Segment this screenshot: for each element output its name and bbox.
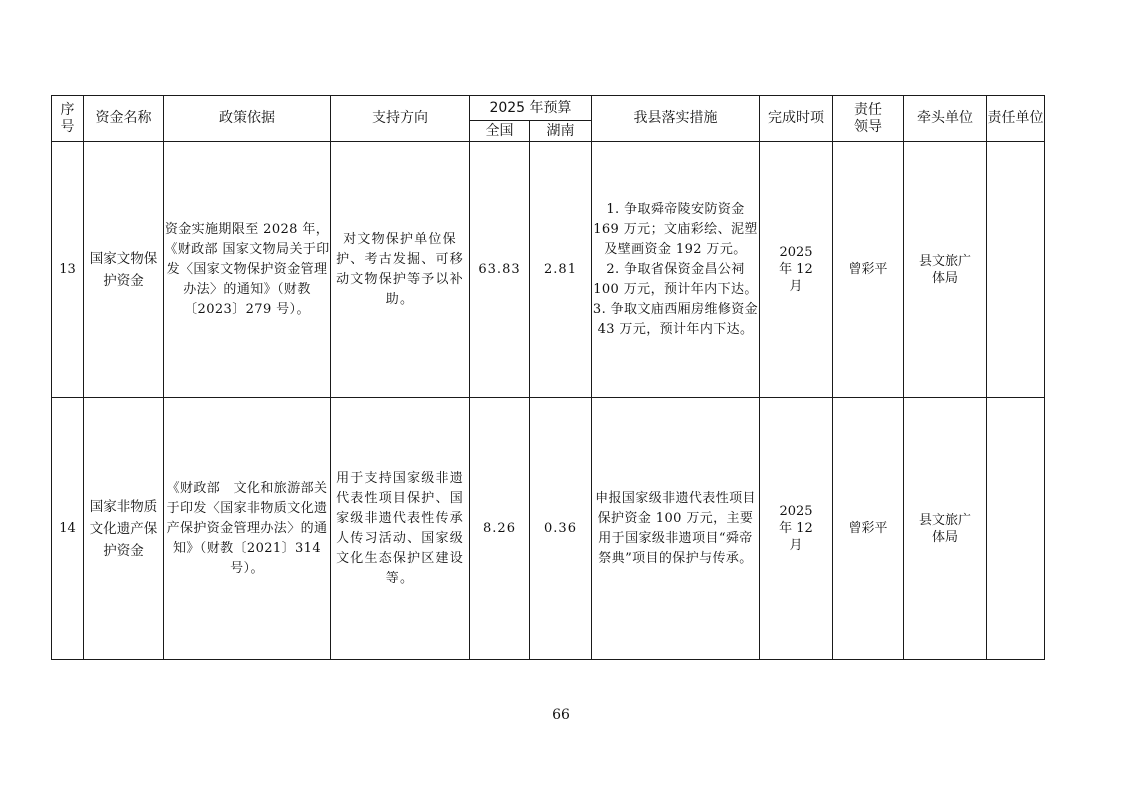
- header-completion-time: 完成时项: [760, 96, 833, 142]
- cell-seq: 14: [52, 398, 84, 660]
- header-budget-hunan: 湖南: [530, 121, 592, 142]
- header-responsible-unit: 责任单位: [987, 96, 1045, 142]
- measure-item: 3. 争取文庙西厢房维修资金 43 万元，预计年内下达。: [592, 301, 759, 337]
- measure-item: 2. 争取省保资金昌公祠 100 万元，预计年内下达。: [593, 261, 758, 297]
- cell-lead-unit: 县文旅广体局: [904, 398, 987, 660]
- cell-completion-time: 2025 年 12 月: [760, 398, 833, 660]
- table-row: [52, 398, 1045, 660]
- measure-item: 1. 争取舜帝陵安防资金 169 万元；文庙彩绘、泥塑及壁画资金 192 万元。: [593, 201, 758, 257]
- cell-policy-basis: 《财政部 文化和旅游部关于印发〈国家非物质文化遗产保护资金管理办法〉的通知》（财教〔2021〕314 号）。: [164, 398, 331, 660]
- cell-completion-time: 2025 年 12 月: [760, 142, 833, 398]
- header-lead-unit: 牵头单位: [904, 96, 987, 142]
- cell-county-measures: [592, 398, 760, 660]
- cell-policy-basis: 资金实施期限至 2028 年，《财政部 国家文物局关于印发〈国家文物保护资金管理办法〉的通知》（财教〔2023〕279 号）。: [164, 142, 331, 398]
- cell-responsible-leader: 曾彩平: [833, 398, 904, 660]
- cell-budget-hunan: 2.81: [530, 142, 592, 398]
- cell-support-direction: 对文物保护单位保护、考古发掘、可移动文物保护等予以补助。: [331, 142, 470, 398]
- cell-county-measures: [592, 142, 760, 398]
- cell-responsible-unit: [987, 398, 1045, 660]
- cell-seq: 13: [52, 142, 84, 398]
- cell-support-direction: 用于支持国家级非遗代表性项目保护、国家级非遗代表性传承人传习活动、国家级文化生态保护区建设等。: [331, 398, 470, 660]
- cell-lead-unit: 县文旅广体局: [904, 142, 987, 398]
- header-responsible-leader: 责任领导: [833, 96, 904, 142]
- cell-budget-national: 63.83: [470, 142, 530, 398]
- fund-table: [51, 95, 1045, 660]
- header-fund-name: 资金名称: [84, 96, 164, 142]
- header-budget-group: 2025 年预算: [470, 96, 592, 121]
- cell-budget-hunan: 0.36: [530, 398, 592, 660]
- measure-item: 申报国家级非遗代表性项目保护资金 100 万元，主要用于国家级非遗项目“舜帝祭典”项目的保护与传承。: [595, 490, 756, 566]
- cell-budget-national: 8.26: [470, 398, 530, 660]
- header-budget-national: 全国: [470, 121, 530, 142]
- header-support-direction: 支持方向: [331, 96, 470, 142]
- header-county-measures: 我县落实措施: [592, 96, 760, 142]
- table-header-row: [52, 96, 1045, 121]
- table-row: [52, 142, 1045, 398]
- cell-fund-name: 国家非物质文化遗产保护资金: [84, 398, 164, 660]
- cell-responsible-leader: 曾彩平: [833, 142, 904, 398]
- header-policy-basis: 政策依据: [164, 96, 331, 142]
- cell-responsible-unit: [987, 142, 1045, 398]
- cell-fund-name: 国家文物保护资金: [84, 142, 164, 398]
- header-seq: 序号: [52, 96, 84, 142]
- page-number: 66: [552, 707, 570, 723]
